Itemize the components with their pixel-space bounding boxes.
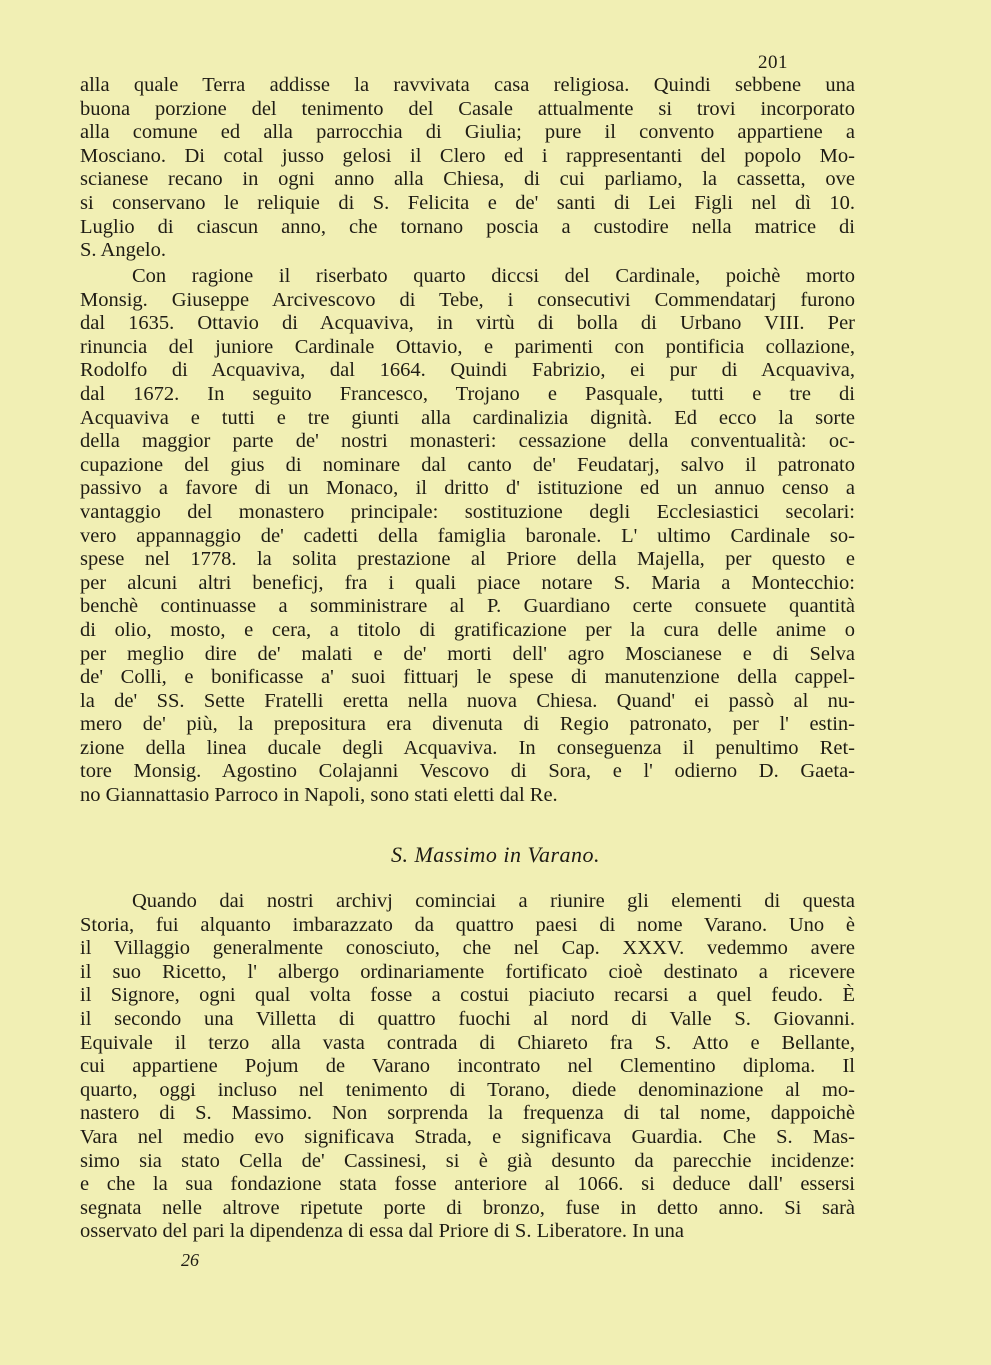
text-line: per alcuni altri beneficj, fra i quali piace notare S. Maria a Montecchio: xyxy=(80,571,855,594)
text-line: Equivale il terzo alla vasta contrada di Chiareto fra S. Atto e Bellante, xyxy=(80,1031,855,1054)
text-line: per meglio dire de' malati e de' morti dell' agro Moscianese e di Selva xyxy=(80,642,855,665)
paragraph-casale xyxy=(80,74,855,263)
text-line: Acquaviva e tutti e tre giunti alla cardinalizia dignità. Ed ecco la sorte xyxy=(80,406,855,429)
text-line: dal 1635. Ottavio di Acquaviva, in virtù di bolla di Urbano VIII. Per xyxy=(80,312,855,335)
text-line: passivo a favore di un Monaco, il dritto d' istituzione ed un annuo censo a xyxy=(80,477,855,500)
page-number: 201 xyxy=(758,52,788,73)
text-line: vero appannaggio de' cadetti della famiglia baronale. L' ultimo Cardinale so- xyxy=(80,524,855,547)
text-line: cupazione del gius di nominare dal canto de' Feudatarj, salvo il patronato xyxy=(80,453,855,476)
text-line: si conservano le reliquie di S. Felicita e de' santi di Lei Figli nel dì 10. xyxy=(80,191,855,214)
text-line: rinuncia del juniore Cardinale Ottavio, e parimenti con pontificia collazione, xyxy=(80,335,855,358)
signature-mark: 26 xyxy=(181,1250,199,1270)
text-line: Rodolfo di Acquaviva, dal 1664. Quindi Fabrizio, ei pur di Acquaviva, xyxy=(80,359,855,382)
text-line: de' Colli, e bonificasse a' suoi fittuarj le spese di manutenzione della cappel- xyxy=(80,666,855,689)
text-line: quarto, oggi incluso nel tenimento di Torano, diede denominazione al mo- xyxy=(80,1078,855,1101)
text-line: di olio, mosto, e cera, a titolo di gratificazione per la cura delle anime o xyxy=(80,618,855,641)
text-line: Monsig. Giuseppe Arcivescovo di Tebe, i consecutivi Commendatarj furono xyxy=(80,288,855,311)
text-line: Storia, fui alquanto imbarazzato da quattro paesi di nome Varano. Uno è xyxy=(80,913,855,936)
text-line: Mosciano. Di cotal jusso gelosi il Clero ed i rappresentanti del popolo Mo- xyxy=(80,144,855,167)
paragraph-cardinale xyxy=(80,265,855,808)
text-line: Luglio di ciascun anno, che tornano poscia a custodire nella matrice di xyxy=(80,215,855,238)
section-heading: S. Massimo in Varano. xyxy=(390,842,601,867)
text-line: la de' SS. Sette Fratelli eretta nella nuova Chiesa. Quand' ei passò al nu- xyxy=(80,689,855,712)
text-line: alla quale Terra addisse la ravvivata casa religiosa. Quindi sebbene una xyxy=(80,74,855,96)
paragraph-varano xyxy=(80,890,855,1244)
text-line: nastero di S. Massimo. Non sorprenda la frequenza di tal nome, dappoichè xyxy=(80,1102,855,1125)
text-line: il suo Ricetto, l' albergo ordinariamente fortificato cioè destinato a ricevere xyxy=(80,960,855,983)
text-line: dal 1672. In seguito Francesco, Trojano e Pasquale, tutti e tre di xyxy=(80,382,855,405)
text-line: vantaggio del monastero principale: sostituzione degli Ecclesiastici secolari: xyxy=(80,500,855,523)
text-line: della maggior parte de' nostri monasteri: cessazione della conventualità: oc- xyxy=(80,430,855,453)
text-line: no Giannattasio Parroco in Napoli, sono stati eletti dal Re. xyxy=(80,784,558,807)
text-line: osservato del pari la dipendenza di essa dal Priore di S. Liberatore. In una xyxy=(80,1220,684,1243)
text-line: cui appartiene Pojum de Varano incontrato nel Clementino diploma. Il xyxy=(80,1055,855,1078)
text-line: mero de' più, la prepositura era divenuta di Regio patronato, per l' estin- xyxy=(80,713,855,736)
text-line: segnata nelle altrove ripetute porte di bronzo, fuse in detto anno. Si sarà xyxy=(80,1196,855,1219)
text-line: il Signore, ogni qual volta fosse a costui piaciuto recarsi a quel feudo. È xyxy=(80,984,855,1007)
text-line: zione della linea ducale degli Acquaviva. In conseguenza il penultimo Ret- xyxy=(80,736,855,759)
text-line: Quando dai nostri archivj cominciai a riunire gli elementi di questa xyxy=(132,890,855,912)
text-line: e che la sua fondazione stata fosse anteriore al 1066. si deduce dall' essersi xyxy=(80,1173,855,1196)
text-line: simo sia stato Cella de' Cassinesi, si è già desunto da parecchie incidenze: xyxy=(80,1149,855,1172)
text-line: buona porzione del tenimento del Casale attualmente si trovi incorporato xyxy=(80,97,855,120)
text-line: il Villaggio generalmente conosciuto, che nel Cap. XXXV. vedemmo avere xyxy=(80,937,855,960)
text-line: alla comune ed alla parrocchia di Giulia; pure il convento appartiene a xyxy=(80,121,855,144)
text-line: tore Monsig. Agostino Colajanni Vescovo di Sora, e l' odierno D. Gaeta- xyxy=(80,760,855,783)
text-line: Con ragione il riserbato quarto diccsi del Cardinale, poichè morto xyxy=(132,265,855,287)
text-line: spese nel 1778. la solita prestazione al Priore della Majella, per questo e xyxy=(80,548,855,571)
text-line: benchè continuasse a somministrare al P. Guardiano certe consuete quantità xyxy=(80,595,855,618)
text-line: S. Angelo. xyxy=(80,239,166,262)
text-line: il secondo una Villetta di quattro fuochi al nord di Valle S. Giovanni. xyxy=(80,1007,855,1030)
text-line: Vara nel medio evo significava Strada, e significava Guardia. Che S. Mas- xyxy=(80,1125,855,1148)
text-line: scianese recano in ogni anno alla Chiesa, di cui parliamo, la cassetta, ove xyxy=(80,168,855,191)
